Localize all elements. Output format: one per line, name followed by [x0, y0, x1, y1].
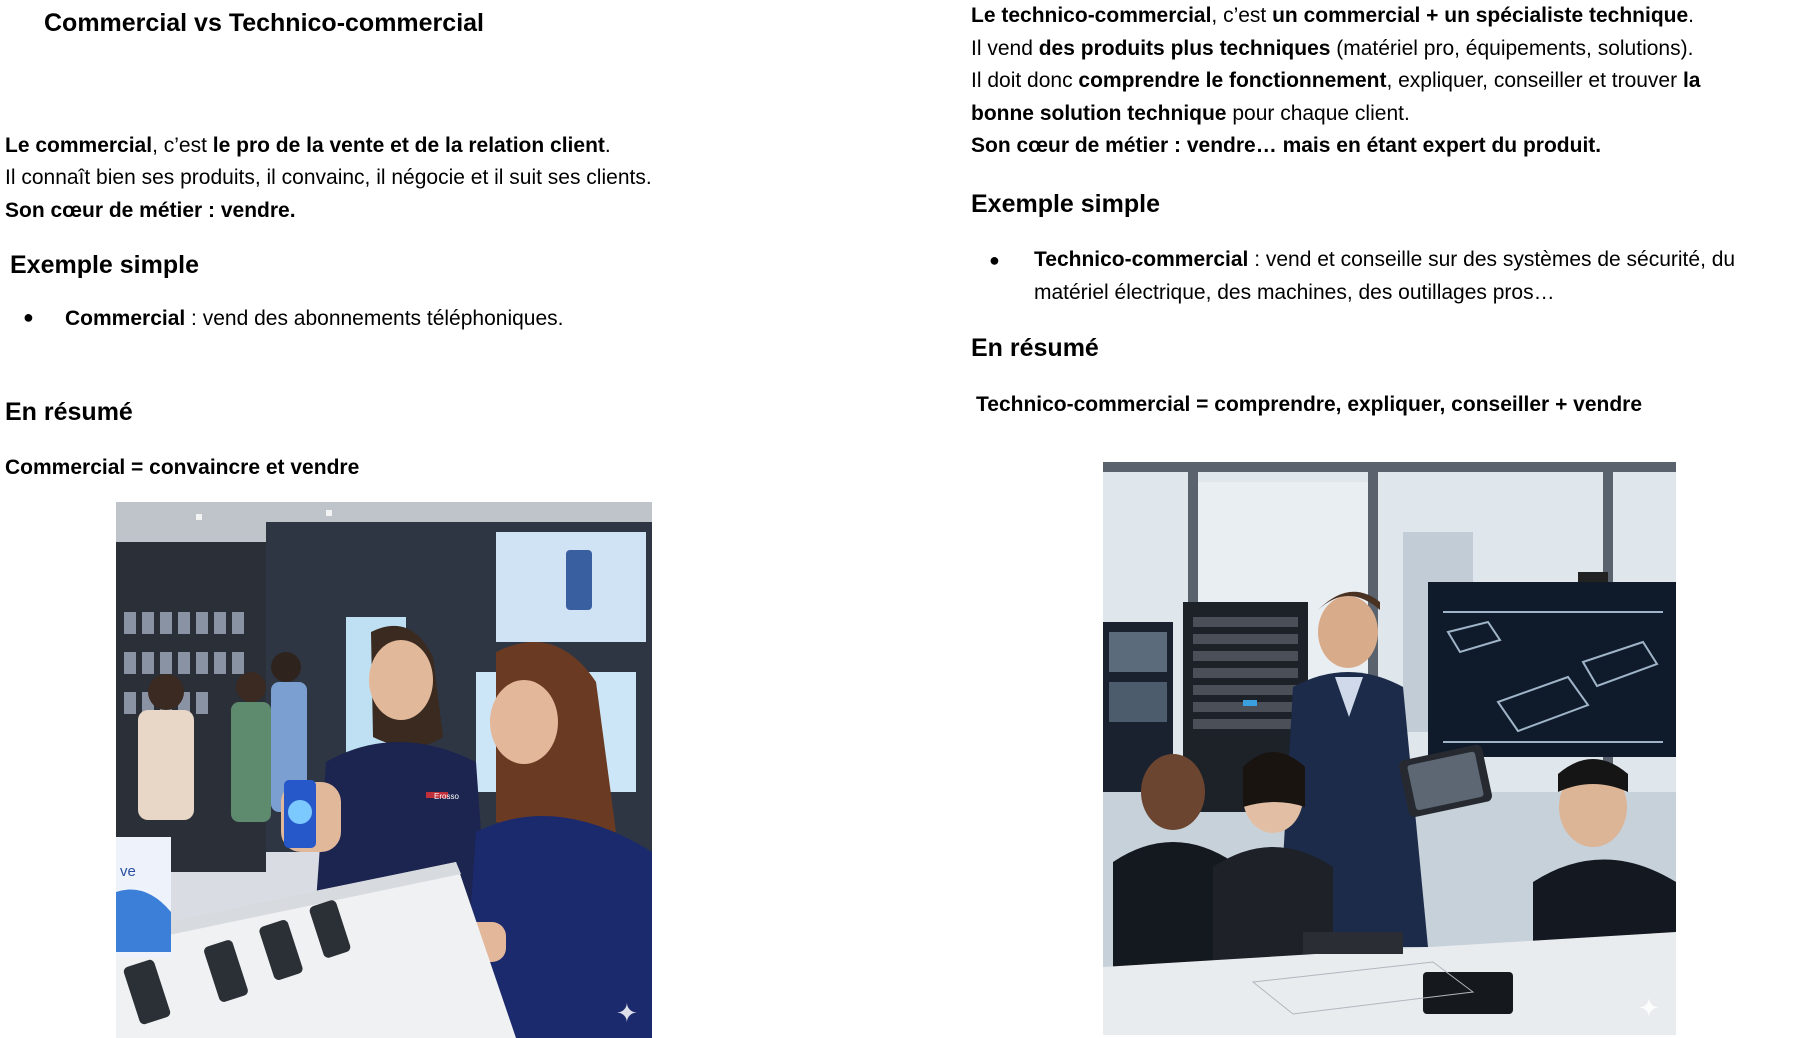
left-example-item	[65, 303, 564, 336]
left-intro-line2: Il connaît bien ses produits, il convainc, il négocie et il suit ses clients.	[5, 166, 652, 189]
right-example-item	[1034, 244, 1735, 309]
left-summary-heading: En résumé	[5, 398, 133, 426]
left-example-heading: Exemple simple	[10, 251, 199, 279]
left-example-term: Commercial	[65, 307, 186, 330]
left-summary-text: Commercial = convaincre et vendre	[5, 456, 360, 479]
right-intro-line4	[971, 98, 1700, 131]
phone-store-photo	[116, 502, 652, 1038]
left-intro-line3: Son cœur de métier : vendre.	[5, 199, 296, 222]
right-example-text-line2: matériel électrique, des machines, des outillages pros…	[1034, 280, 1555, 304]
right-intro-line1	[971, 0, 1700, 33]
right-summary-text: Technico-commercial = comprendre, expliquer, conseiller + vendre	[976, 393, 1643, 416]
right-intro	[971, 0, 1700, 163]
text-run: un commercial + un spécialiste technique	[1272, 4, 1689, 27]
right-bullet-dot: ●	[989, 250, 1000, 270]
text-run: comprendre le fonctionnement	[1078, 69, 1387, 92]
right-summary-heading: En résumé	[971, 334, 1099, 362]
text-run: des produits plus techniques	[1038, 36, 1331, 60]
text-run: , c’est	[1211, 4, 1273, 27]
page-title: Commercial vs Technico-commercial	[44, 9, 484, 37]
text-run: , expliquer, conseiller et trouver	[1386, 69, 1683, 92]
text-run: .	[1688, 4, 1695, 27]
shirt-logo: Erosso	[434, 792, 459, 801]
text-run: la	[1682, 69, 1701, 92]
right-intro-line3	[971, 65, 1700, 98]
text-run: Le commercial	[5, 134, 153, 157]
right-example-term: Technico-commercial	[1034, 248, 1249, 271]
text-run: , c’est	[152, 134, 213, 157]
text-run: Le technico-commercial	[971, 4, 1212, 27]
right-intro-line2	[971, 33, 1700, 66]
right-example-text-line1: : vend et conseille sur des systèmes de sécurité, du	[1248, 248, 1736, 271]
left-example-text: : vend des abonnements téléphoniques.	[185, 307, 564, 330]
box-label: ve	[120, 863, 136, 880]
text-run: (matériel pro, équipements, solutions).	[1330, 36, 1694, 60]
text-run: bonne solution technique	[971, 101, 1227, 125]
right-example-heading: Exemple simple	[971, 190, 1160, 218]
technical-meeting-photo	[1103, 462, 1676, 1035]
left-bullet-dot: ●	[23, 307, 34, 327]
text-run: Son cœur de métier : vendre… mais en étant expert du produit.	[971, 134, 1602, 157]
right-intro-line5	[971, 130, 1700, 163]
text-run: Il doit donc	[971, 69, 1079, 92]
left-intro-line1	[5, 130, 611, 163]
text-run: le pro de la vente et de la relation client	[212, 134, 605, 157]
text-run: Il vend	[971, 36, 1039, 60]
text-run: pour chaque client.	[1226, 101, 1410, 125]
svg-text:✦: ✦	[1638, 994, 1660, 1024]
svg-text:✦: ✦	[616, 999, 638, 1029]
text-run: .	[604, 134, 611, 157]
